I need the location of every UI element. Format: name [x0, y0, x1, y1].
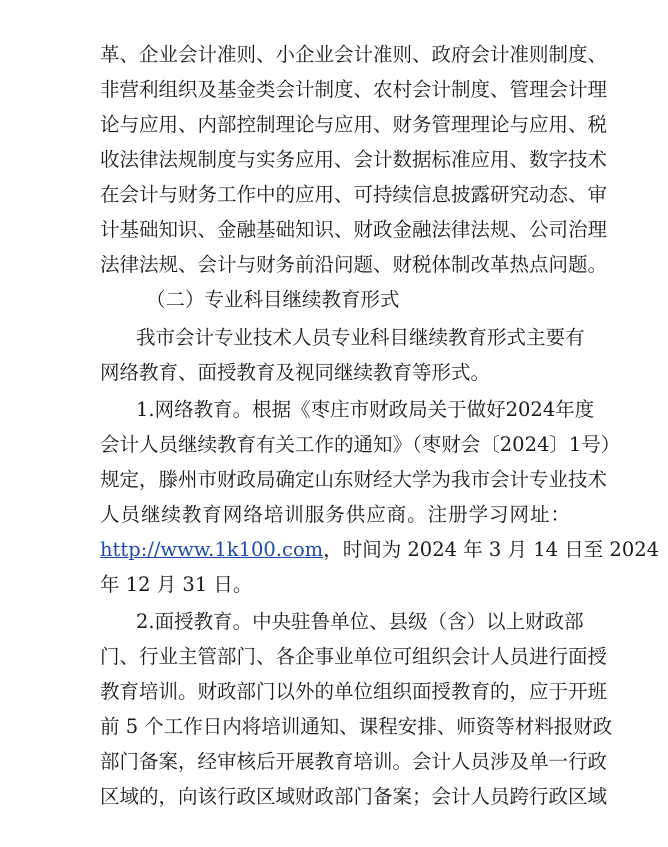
text-line: 规定，滕州市财政局确定山东财经大学为我市会计专业技术 — [100, 468, 608, 491]
text-line: 网络教育、面授教育及视同继续教育等形式。 — [100, 361, 491, 384]
text-line: 法律法规、会计与财务前沿问题、财税体制改革热点问题。 — [100, 253, 608, 276]
text-line-with-link — [100, 533, 660, 567]
text-line: 会计人员继续教育有关工作的通知》（枣财会〔2024〕1号） — [100, 433, 621, 456]
text-line: 非营利组织及基金类会计制度、农村会计制度、管理会计理 — [100, 78, 608, 101]
text-line: 在会计与财务工作中的应用、可持续信息披露研究动态、审 — [100, 183, 608, 206]
text-line: 部门备案，经审核后开展教育培训。会计人员涉及单一行政 — [100, 750, 608, 773]
text-line: 我市会计专业技术人员专业科目继续教育形式主要有 — [136, 326, 585, 349]
text-line: 年 12 月 31 日。 — [100, 573, 253, 596]
registration-url-link[interactable]: http://www.1k100.com — [100, 538, 324, 561]
text-line: 收法律法规制度与实务应用、会计数据标准应用、数字技术 — [100, 148, 608, 171]
text-line: 计基础知识、金融基础知识、财政金融法律法规、公司治理 — [100, 218, 608, 241]
text-after-link: ，时间为 2024 年 3 月 14 日至 2024 — [323, 538, 660, 561]
text-line: 革、企业会计准则、小企业会计准则、政府会计准则制度、 — [100, 43, 608, 66]
text-line: 1.网络教育。根据《枣庄市财政局关于做好2024年度 — [136, 398, 595, 421]
text-line: 论与应用、内部控制理论与应用、财务管理理论与应用、税 — [100, 113, 608, 136]
text-line: 教育培训。财政部门以外的单位组织面授教育的，应于开班 — [100, 680, 608, 703]
section-heading: （二）专业科目继续教育形式 — [146, 288, 400, 311]
text-line: 2.面授教育。中央驻鲁单位、县级（含）以上财政部 — [136, 610, 584, 633]
text-line: 区域的，向该行政区域财政部门备案；会计人员跨行政区域 — [100, 785, 608, 808]
text-line: 人员继续教育网络培训服务供应商。注册学习网址： — [100, 503, 570, 526]
text-line: 前 5 个工作日内将培训通知、课程安排、师资等材料报财政 — [100, 715, 613, 738]
text-line: 门、行业主管部门、各企事业单位可组织会计人员进行面授 — [100, 645, 608, 668]
